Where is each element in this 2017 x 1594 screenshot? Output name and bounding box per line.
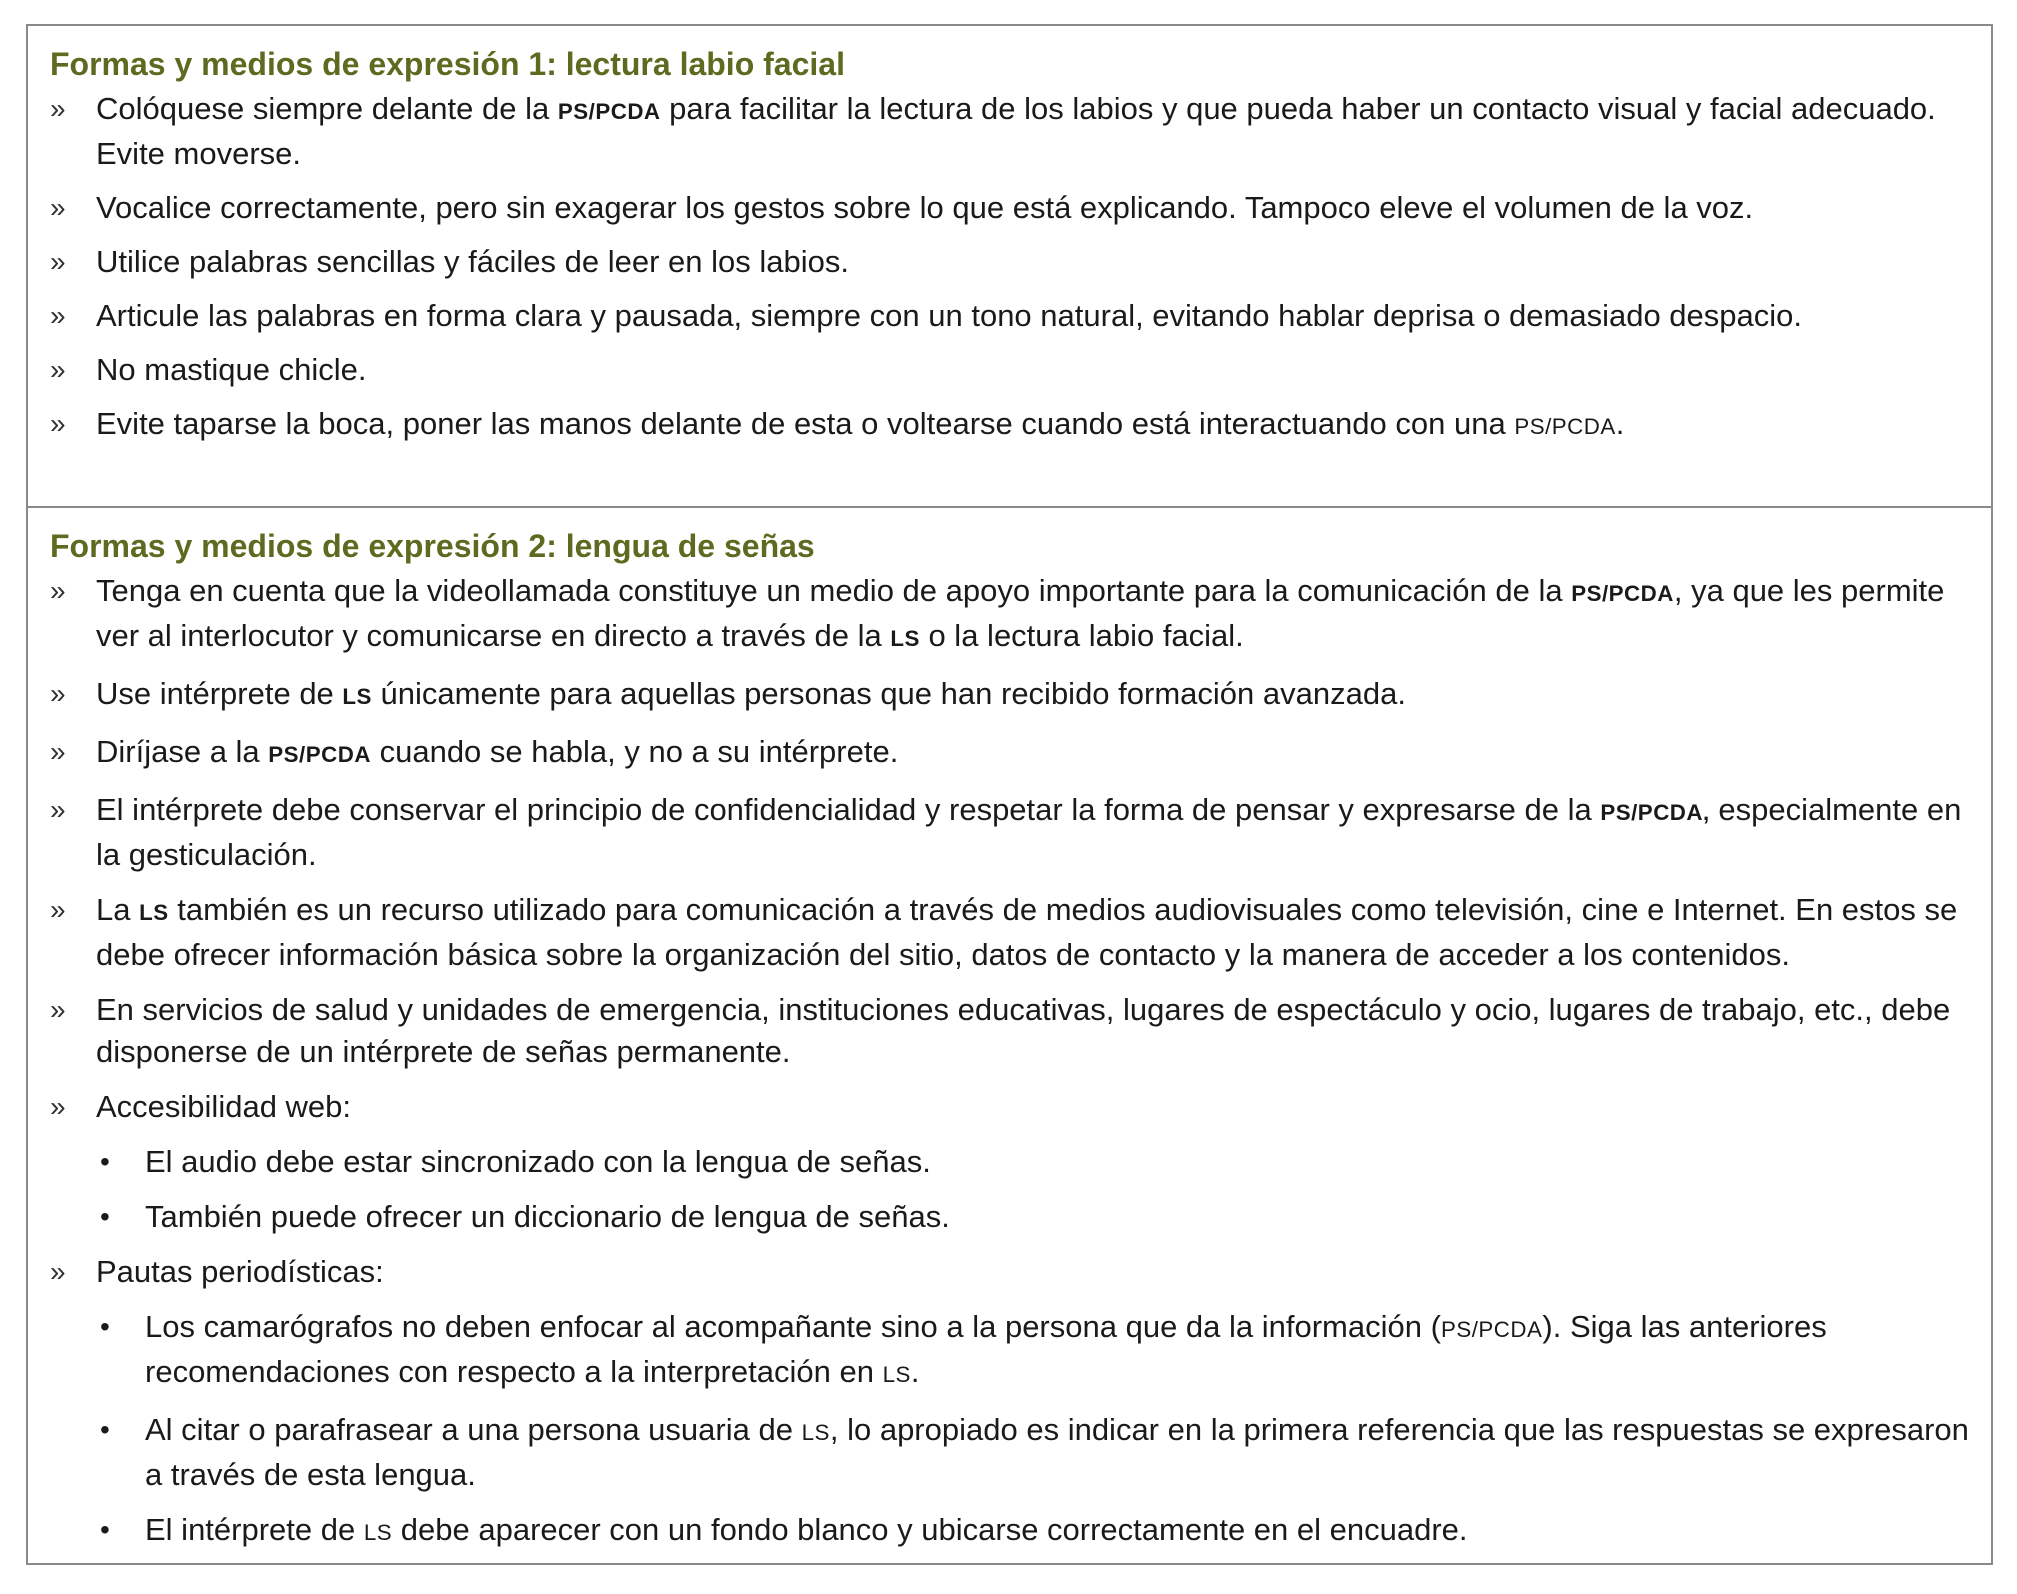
sub-list-item: • También puede ofrecer un diccionario de lengua de señas.: [50, 1196, 1971, 1238]
list-item: » Use intérprete de LS únicamente para aquellas personas que han recibido formación avanzada.: [50, 673, 1971, 718]
sub-list-item: • El audio debe estar sincronizado con la lengua de señas.: [50, 1141, 1971, 1183]
section-lip-reading: [28, 26, 1991, 508]
abbreviation: PS/PCDA,: [1600, 800, 1710, 825]
list-item: » Accesibilidad web:: [50, 1086, 1971, 1128]
list-item: » Evite taparse la boca, poner las manos delante de esta o voltearse cuando está interactuando con una PS/PCDA.: [50, 403, 1971, 448]
section-heading: Formas y medios de expresión 2: lengua de señas: [50, 528, 815, 564]
bullet-marker: »: [50, 1091, 66, 1122]
list-item: » En servicios de salud y unidades de emergencia, instituciones educativas, lugares de espectáculo y ocio, lugares de trabajo, etc., debe disponerse de un intérprete de señas permanente.: [50, 989, 1971, 1073]
list-item: » Vocalice correctamente, pero sin exagerar los gestos sobre lo que está explicando. Tampoco eleve el volumen de la voz.: [50, 187, 1971, 229]
bullet-marker: »: [50, 894, 66, 925]
sub-list-item: • El intérprete de LS debe aparecer con un fondo blanco y ubicarse correctamente en el encuadre.: [50, 1509, 1971, 1554]
bullet-marker: »: [50, 300, 66, 331]
bullet-marker: »: [50, 192, 66, 223]
abbreviation: PS/PCDA: [1440, 1317, 1543, 1342]
list-item: » Articule las palabras en forma clara y pausada, siempre con un tono natural, evitando hablar deprisa o demasiado despacio.: [50, 295, 1971, 337]
abbreviation: PS/PCDA: [557, 99, 661, 124]
abbreviation: LS: [139, 900, 169, 925]
abbreviation: LS: [890, 626, 920, 651]
abbreviation: PS/PCDA: [1571, 581, 1674, 606]
bullet-marker: »: [50, 246, 66, 277]
list-item: » Pautas periodísticas:: [50, 1251, 1971, 1293]
section-sign-language: [28, 508, 1991, 1563]
list-item: » Utilice palabras sencillas y fáciles de leer en los labios.: [50, 241, 1971, 283]
bullet-marker: »: [50, 575, 66, 606]
list-item: » No mastique chicle.: [50, 349, 1971, 391]
bullet-marker: »: [50, 408, 66, 439]
guidelines-table: [26, 24, 1993, 1565]
bullet-dot: •: [100, 1311, 110, 1342]
bullet-dot: •: [100, 1514, 110, 1545]
list-item: » El intérprete debe conservar el principio de confidencialidad y respetar la forma de pensar y expresarse de la PS/PCDA, especialmente en la gesticulación.: [50, 789, 1971, 876]
bullet-marker: »: [50, 736, 66, 767]
bullet-dot: •: [100, 1414, 110, 1445]
sub-list-item: • Al citar o parafrasear a una persona usuaria de LS, lo apropiado es indicar en la primera referencia que las respuestas se expresaron a través de esta lengua.: [50, 1409, 1971, 1496]
abbreviation: LS: [342, 684, 372, 709]
abbreviation: PS/PCDA: [1514, 414, 1616, 439]
section-heading: Formas y medios de expresión 1: lectura labio facial: [50, 46, 845, 82]
abbreviation: LS: [801, 1420, 830, 1445]
abbreviation: LS: [882, 1362, 911, 1387]
bullet-dot: •: [100, 1201, 110, 1232]
list-item: » Colóquese siempre delante de la PS/PCDA para facilitar la lectura de los labios y que pueda haber un contacto visual y facial adecuado. Evite moverse.: [50, 88, 1971, 175]
list-item: » Tenga en cuenta que la videollamada constituye un medio de apoyo importante para la comunicación de la PS/PCDA, ya que les permite ver al interlocutor y comunicarse en directo a través de la LS o la lectura labio facial.: [50, 570, 1971, 660]
bullet-marker: »: [50, 994, 66, 1025]
list-item: » La LS también es un recurso utilizado para comunicación a través de medios audiovisuales como televisión, cine e Internet. En estos se debe ofrecer información básica sobre la organización del sitio, datos de contacto y la manera de acceder a los contenidos.: [50, 889, 1971, 976]
bullet-marker: »: [50, 678, 66, 709]
bullet-marker: »: [50, 794, 66, 825]
bullet-marker: »: [50, 93, 66, 124]
abbreviation: LS: [363, 1520, 393, 1545]
bullet-marker: »: [50, 1256, 66, 1287]
bullet-dot: •: [100, 1146, 110, 1177]
sub-list-item: • Los camarógrafos no deben enfocar al acompañante sino a la persona que da la información (PS/PCDA). Siga las anteriores recomendaciones con respecto a la interpretación en LS.: [50, 1306, 1971, 1396]
abbreviation: PS/PCDA: [268, 742, 371, 767]
bullet-marker: »: [50, 354, 66, 385]
list-item: » Diríjase a la PS/PCDA cuando se habla, y no a su intérprete.: [50, 731, 1971, 776]
